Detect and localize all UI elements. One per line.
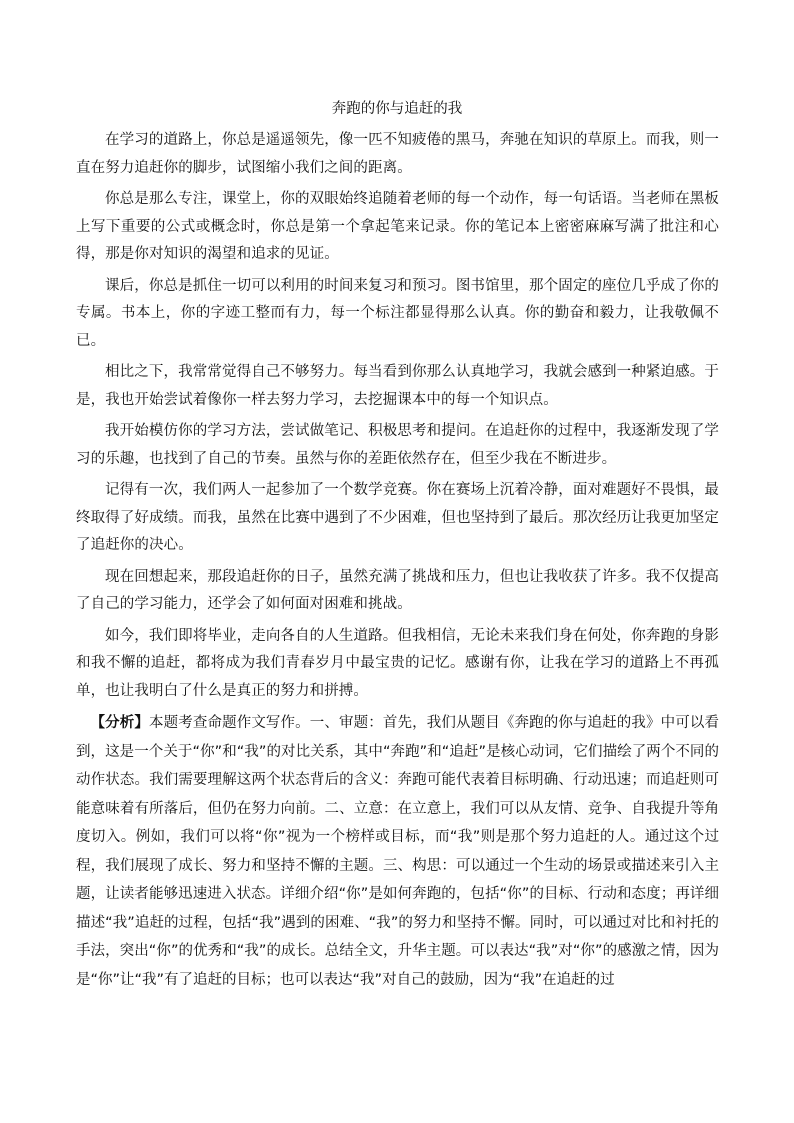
analysis-section — [76, 709, 719, 994]
essay-paragraph-5: 我开始模仿你的学习方法，尝试做笔记、积极思考和提问。在追赶你的过程中，我逐渐发现了学习的乐趣，也找到了自己的节奏。虽然与你的差距依然存在，但至少我在不断进步。 — [76, 423, 719, 467]
essay-paragraph-4: 相比之下，我常常觉得自己不够努力。每当看到你那么认真地学习，我就会感到一种紧迫感。于是，我也开始尝试着像你一样去努力学习，去挖掘课本中的每一个知识点。 — [76, 364, 719, 408]
essay-paragraph-6: 记得有一次，我们两人一起参加了一个数学竞赛。你在赛场上沉着冷静，面对难题好不畏惧，最终取得了好成绩。而我，虽然在比赛中遇到了不少困难，但也坚持到了最后。那次经历让我更加坚定了追赶你的决心。 — [76, 482, 719, 553]
essay-paragraph-3: 课后，你总是抓住一切可以利用的时间来复习和预习。图书馆里，那个固定的座位几乎成了你的专属。书本上，你的字迹工整而有力，每一个标注都显得那么认真。你的勤奋和毅力，让我敬佩不已。 — [76, 277, 719, 349]
analysis-tag: 【分析】 — [90, 715, 149, 731]
essay-title: 奔跑的你与追赶的我 — [331, 101, 463, 117]
essay-paragraph-8: 如今，我们即将毕业，走向各自的人生道路。但我相信，无论未来我们身在何处，你奔跑的身影和我不懈的追赶，都将成为我们青春岁月中最宝贵的记忆。感谢有你，让我在学习的道路上不再孤单，也让我明白了什么是真正的努力和拼搏。 — [76, 627, 719, 699]
analysis-text: 本题考查命题作文写作。一、审题：首先，我们从题目《奔跑的你与追赶的我》中可以看到，这是一个关于“你”和“我”的对比关系，其中“奔跑”和“追赶”是核心动词，它们描绘了两个不同的动作状态。我们需要理解这两个状态背后的含义：奔跑可能代表着目标明确、行动迅速；而追赶则可能意味着有所落后，但仍在努力向前。二、立意：在立意上，我们可以从友情、竞争、自我提升等角度切入。例如，我们可以将“你”视为一个榜样或目标，而“我”则是那个努力追赶的人。通过这个过程，我们展现了成长、努力和坚持不懈的主题。三、构思：可以通过一个生动的场景或描述来引入主题，让读者能够迅速进入状态。详细介绍“你”是如何奔跑的，包括“你”的目标、行动和态度；再详细描述“我”追赶的过程，包括“我”遇到的困难、“我”的努力和坚持不懈。同时，可以通过对比和衬托的手法，突出“你”的优秀和“我”的成长。总结全文，升华主题。可以表达“我”对“你”的感激之情，因为是“你”让“我”有了追赶的目标；也可以表达“我”对自己的鼓励，因为“我”在追赶的过 — [76, 715, 720, 988]
essay-paragraph-2: 你总是那么专注，课堂上，你的双眼始终追随着老师的每一个动作，每一句话语。当老师在黑板上写下重要的公式或概念时，你总是第一个拿起笔来记录。你的笔记本上密密麻麻写满了批注和心得，那是你对知识的渴望和追求的见证。 — [76, 191, 719, 262]
essay-paragraph-1: 在学习的道路上，你总是遥遥领先，像一匹不知疲倦的黑马，奔驰在知识的草原上。而我，则一直在努力追赶你的脚步，试图缩小我们之间的距离。 — [76, 132, 719, 176]
essay-paragraph-7: 现在回想起来，那段追赶你的日子，虽然充满了挑战和压力，但也让我收获了许多。我不仅提高了自己的学习能力，还学会了如何面对困难和挑战。 — [76, 568, 719, 612]
essay-body — [76, 127, 719, 994]
